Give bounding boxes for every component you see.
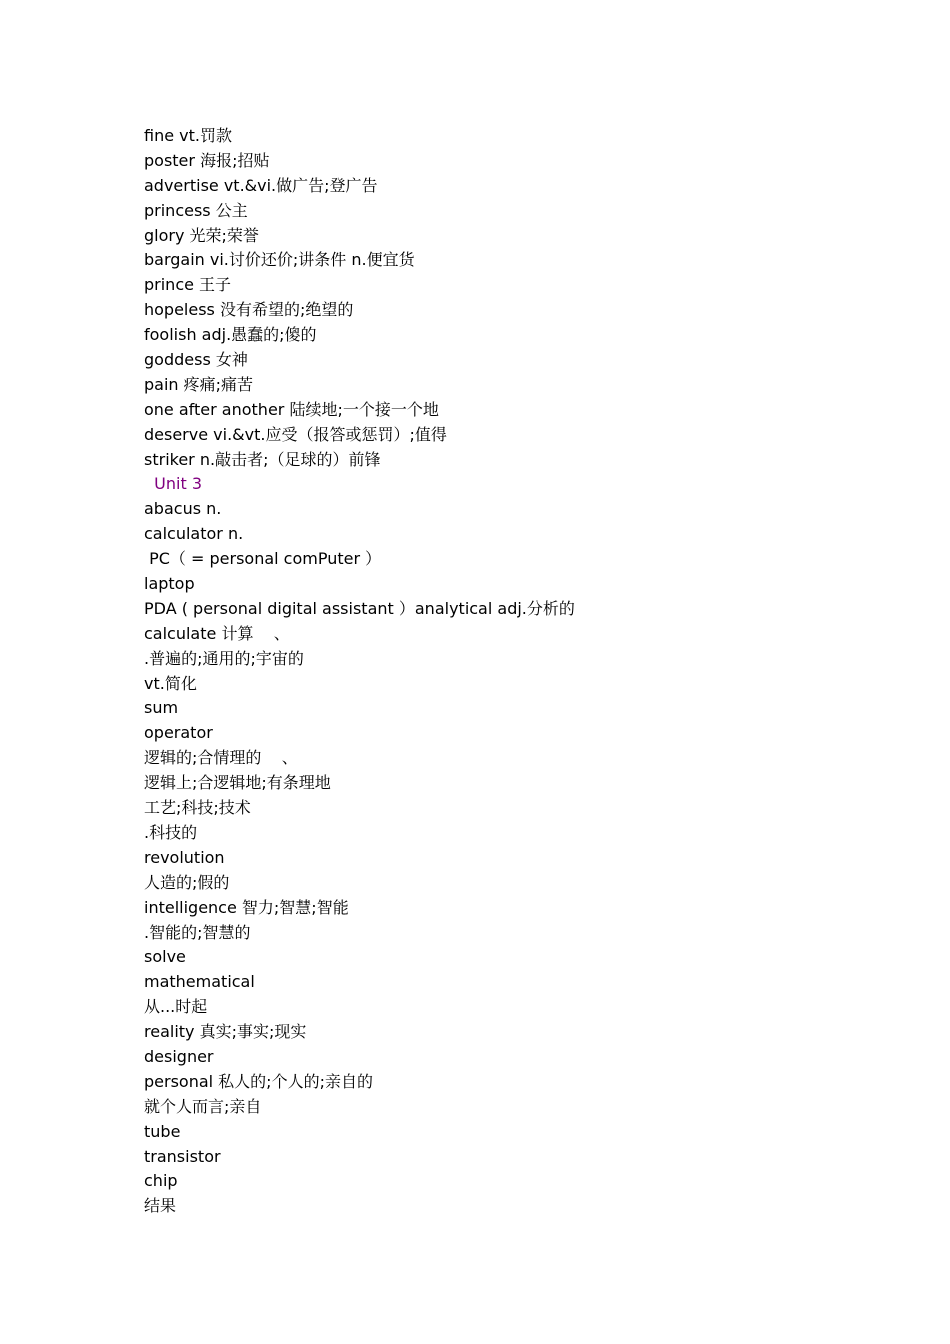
- vocab-line: 工艺;科技;技术: [144, 798, 251, 818]
- vocab-line: goddess 女神: [144, 350, 248, 370]
- unit-heading: Unit 3: [144, 474, 203, 494]
- vocab-line: princess 公主: [144, 200, 248, 220]
- vocab-line: advertise vt.&vi.做广告;登广告: [144, 175, 378, 195]
- vocab-line: striker n.敲击者;（足球的）前锋: [144, 449, 381, 469]
- vocab-line: 结果: [144, 1196, 177, 1216]
- vocab-line: fine vt.罚款: [144, 126, 232, 145]
- vocab-line: one after another 陆续地;一个接一个地: [144, 399, 439, 419]
- vocab-line: solve: [144, 947, 186, 967]
- vocab-line: revolution: [144, 847, 225, 867]
- vocab-line: .科技的: [144, 822, 198, 842]
- vocab-line: intelligence 智力;智慧;智能: [144, 897, 349, 917]
- vocab-line: laptop: [144, 574, 195, 594]
- vocab-line: .普遍的;通用的;宇宙的: [144, 648, 304, 668]
- vocabulary-list: [144, 124, 864, 1219]
- vocab-line: operator: [144, 723, 213, 743]
- vocab-line: personal 私人的;个人的;亲自的: [144, 1071, 373, 1091]
- vocab-line: chip: [144, 1171, 178, 1191]
- vocab-line: hopeless 没有希望的;绝望的: [144, 300, 354, 320]
- vocab-line: glory 光荣;荣誉: [144, 225, 259, 245]
- vocab-line: calculate 计算 、: [144, 623, 290, 643]
- vocab-line: sum: [144, 698, 179, 718]
- vocab-line: 逻辑上;合逻辑地;有条理地: [144, 773, 331, 793]
- vocab-line: mathematical: [144, 972, 255, 992]
- vocab-line: transistor: [144, 1146, 221, 1166]
- vocab-line: 人造的;假的: [144, 872, 230, 892]
- vocab-line: poster 海报;招贴: [144, 150, 270, 170]
- vocab-line: foolish adj.愚蠢的;傻的: [144, 325, 317, 345]
- vocab-line: deserve vi.&vt.应受（报答或惩罚）;值得: [144, 424, 447, 444]
- vocab-line: designer: [144, 1046, 214, 1066]
- vocab-line: .智能的;智慧的: [144, 922, 251, 942]
- vocab-line: bargain vi.讨价还价;讲条件 n.便宜货: [144, 250, 415, 270]
- vocab-line: vt.简化: [144, 673, 197, 693]
- vocab-line: tube: [144, 1121, 181, 1141]
- vocab-line: PC（ = personal comPuter ）: [144, 549, 382, 569]
- vocab-line: PDA ( personal digital assistant ）analytical adj.分析的: [144, 598, 575, 618]
- vocab-line: pain 疼痛;痛苦: [144, 374, 254, 394]
- vocab-line: 从...时起: [144, 997, 208, 1017]
- vocab-line: calculator n.: [144, 524, 244, 544]
- vocab-line: abacus n.: [144, 499, 222, 519]
- vocab-line: 逻辑的;合情理的 、: [144, 748, 298, 768]
- vocab-line: reality 真实;事实;现实: [144, 1022, 307, 1042]
- vocab-line: prince 王子: [144, 275, 232, 295]
- vocab-line: 就个人而言;亲自: [144, 1096, 262, 1116]
